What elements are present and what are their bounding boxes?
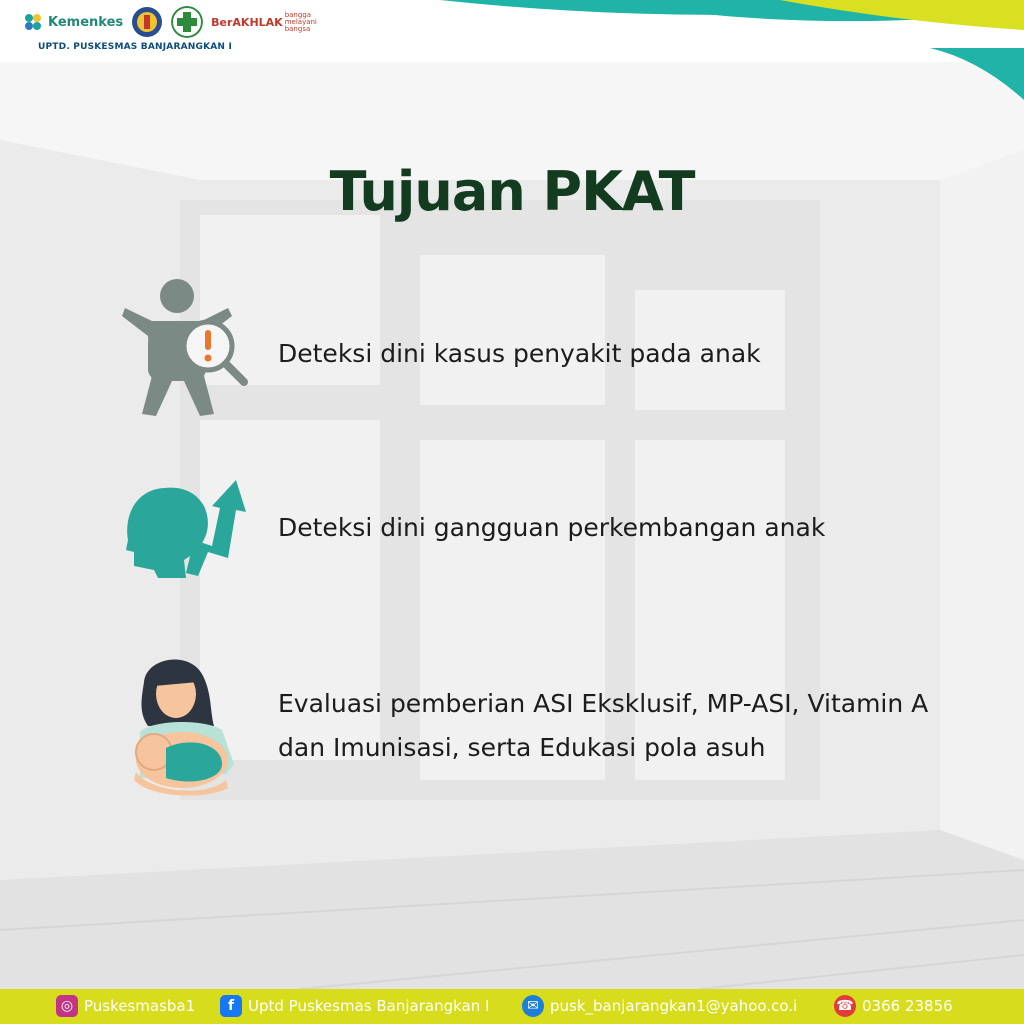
phone-number: 0366 23856 [862, 997, 953, 1015]
berakhlak-label: BerAKHLAK [211, 15, 283, 29]
footer-instagram[interactable] [56, 995, 195, 1017]
footer-phone[interactable] [834, 995, 953, 1017]
goal-item-3-line-2: dan Imunisasi, serta Edukasi pola asuh [278, 733, 766, 762]
phone-icon: ☎ [834, 995, 856, 1017]
email-address: pusk_banjarangkan1@yahoo.co.i [550, 997, 798, 1015]
kemenkes-label: Kemenkes [48, 14, 124, 30]
footer-email[interactable] [522, 995, 797, 1017]
email-icon: ✉ [522, 995, 544, 1017]
org-name: UPTD. PUSKESMAS BANJARANGKAN I [38, 42, 233, 52]
goal-item-3-line-1: Evaluasi pemberian ASI Eksklusif, MP-ASI, Vitamin A [278, 689, 929, 718]
goal-item-3 [278, 682, 978, 770]
page-title: Tujuan PKAT [329, 160, 695, 223]
goal-item-2: Deteksi dini gangguan perkembangan anak [278, 513, 826, 542]
footer-facebook[interactable] [220, 995, 489, 1017]
instagram-handle: Puskesmasba1 [84, 997, 196, 1015]
head-growth-arrow-icon [124, 478, 248, 578]
facebook-icon: f [220, 995, 242, 1017]
top-swoosh-decoration [0, 0, 1024, 110]
facebook-page: Uptd Puskesmas Banjarangkan I [248, 997, 490, 1015]
child-magnifier-icon [122, 276, 250, 421]
mother-baby-icon [130, 652, 238, 798]
footer-contact-bar [0, 989, 1024, 1024]
goal-item-1: Deteksi dini kasus penyakit pada anak [278, 339, 761, 368]
instagram-icon: ◎ [56, 995, 78, 1017]
bangga-melayani-label: bangga melayani bangsa [284, 10, 317, 33]
